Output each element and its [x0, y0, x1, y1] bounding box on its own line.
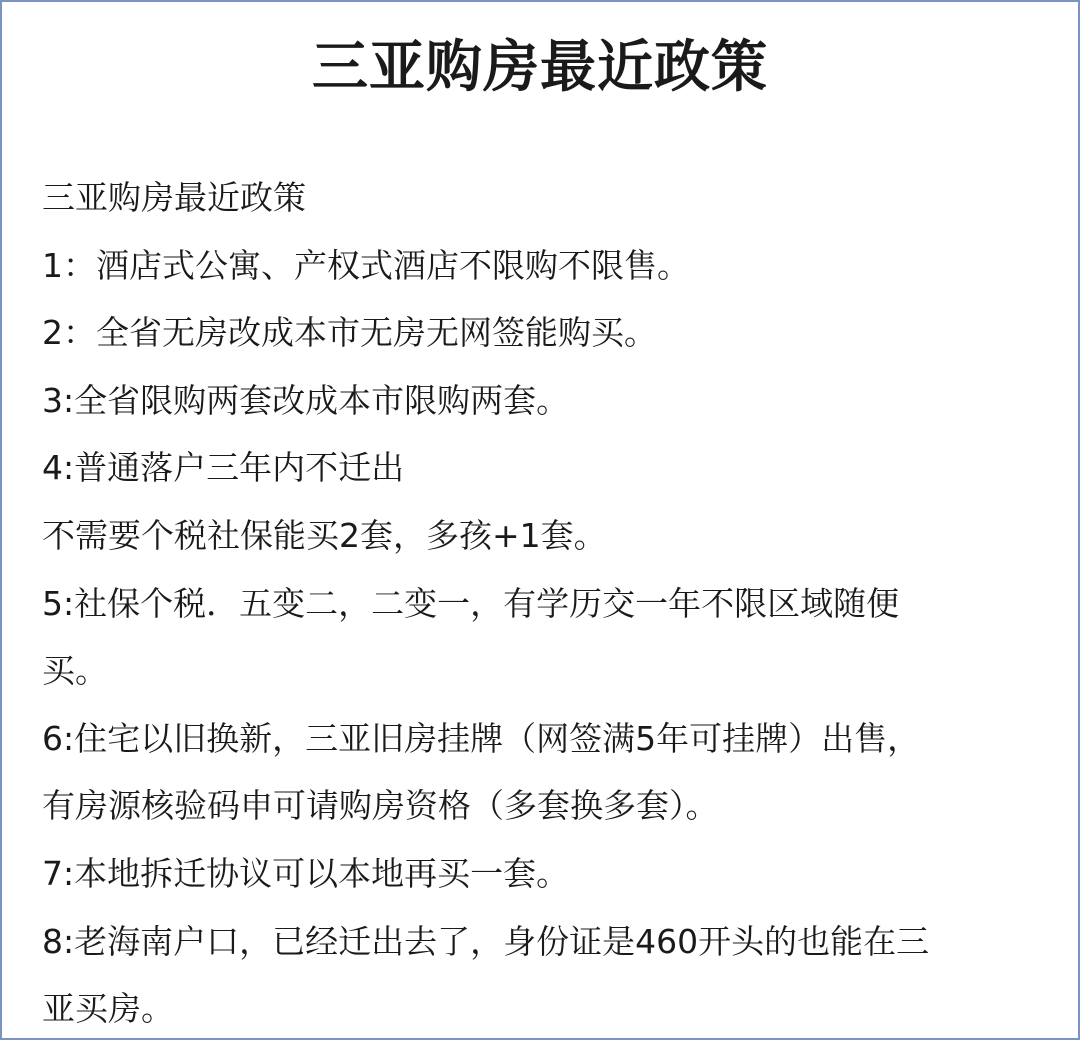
- policy-item-8: 8:老海南户口，已经迁出去了，身份证是460开头的也能在三: [42, 921, 930, 961]
- policy-item-4: 4:普通落户三年内不迁出: [42, 448, 405, 488]
- policy-item-2: 2：全省无房改成本市无房无网签能购买。: [42, 313, 657, 353]
- policy-item-6-continued: 有房源核验码申可请购房资格（多套换多套）。: [42, 786, 719, 826]
- policy-item-4-continued: 不需要个税社保能买2套，多孩+1套。: [42, 515, 607, 555]
- page-title: 三亚购房最近政策: [312, 35, 768, 100]
- policy-item-8-continued: 亚买房。: [42, 989, 174, 1029]
- policy-text-body: [42, 164, 1042, 1043]
- policy-item-6: 6:住宅以旧换新，三亚旧房挂牌（网签满5年可挂牌）出售，: [42, 718, 921, 758]
- policy-item-5: 5:社保个税．五变二，二变一，有学历交一年不限区域随便: [42, 583, 900, 623]
- policy-item-5-continued: 买。: [42, 651, 108, 691]
- policy-item-3: 3:全省限购两套改成本市限购两套。: [42, 380, 570, 420]
- body-heading: 三亚购房最近政策: [42, 178, 306, 217]
- policy-item-1: 1：酒店式公寓、产权式酒店不限购不限售。: [42, 245, 690, 285]
- policy-item-7: 7:本地拆迁协议可以本地再买一套。: [42, 853, 570, 893]
